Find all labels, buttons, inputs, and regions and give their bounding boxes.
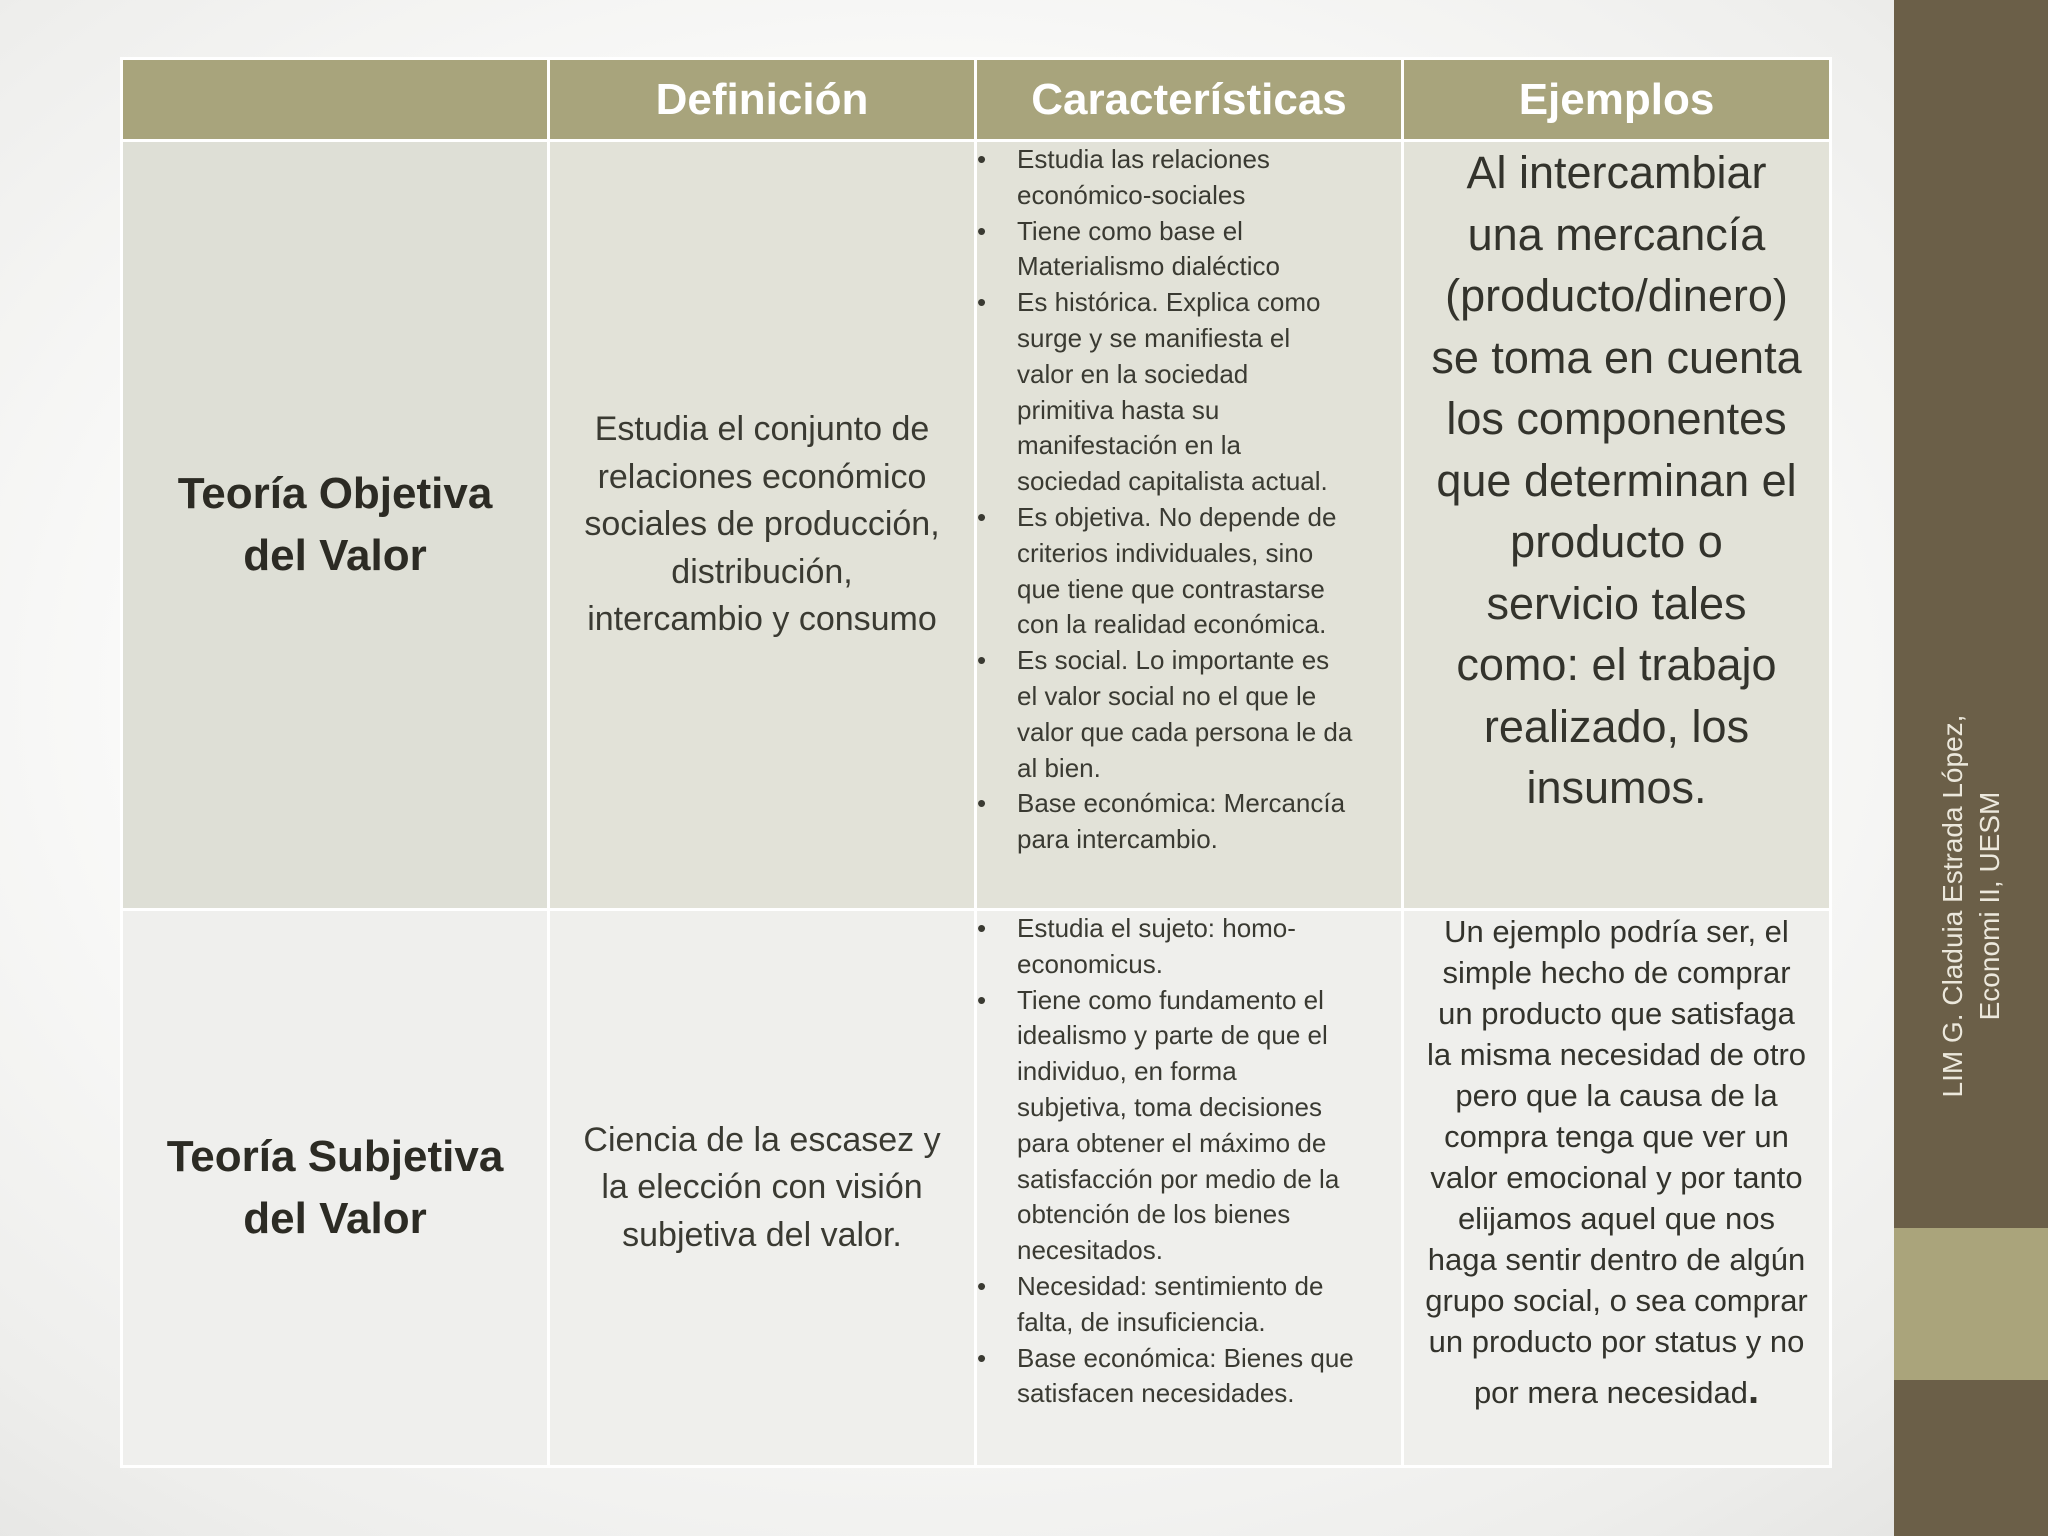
characteristic-item xyxy=(977,643,1401,786)
characteristic-line: surge y se manifiesta el xyxy=(1017,322,1291,353)
author-line-1: LIM G. Claduia Estrada López, xyxy=(1937,714,1968,1098)
example-line: la misma necesidad de otro xyxy=(1426,1037,1807,1072)
characteristic-line: para intercambio. xyxy=(1017,824,1218,855)
header-ejemplos: Ejemplos xyxy=(1403,59,1831,141)
characteristic-line: que tiene que contrastarse xyxy=(1017,573,1325,604)
characteristic-line: • Es histórica. Explica como xyxy=(1017,287,1321,318)
example-last-line xyxy=(1404,1362,1829,1421)
characteristic-line: valor que cada persona le da xyxy=(1017,716,1353,747)
characteristic-line: al bien. xyxy=(1017,752,1101,783)
example-cell xyxy=(1403,910,1831,1467)
characteristic-item xyxy=(977,214,1401,286)
characteristic-line: satisfacen necesidades. xyxy=(1017,1378,1295,1409)
characteristic-line: sociedad capitalista actual. xyxy=(1017,466,1328,497)
header-row xyxy=(122,59,1831,141)
example-line: (producto/dinero) xyxy=(1445,270,1788,321)
definition-line: intercambio y consumo xyxy=(587,600,937,639)
row-title-line: del Valor xyxy=(243,531,427,580)
header-definicion: Definición xyxy=(549,59,976,141)
row-teoria-subjetiva xyxy=(122,910,1831,1467)
example-line: un producto por status y no xyxy=(1428,1324,1805,1359)
example-line: elijamos aquel que nos xyxy=(1457,1201,1776,1236)
characteristic-line: Materialismo dialéctico xyxy=(1017,251,1280,282)
definition-line: subjetiva del valor. xyxy=(622,1215,902,1254)
characteristic-item xyxy=(977,786,1401,858)
definition-line: la elección con visión xyxy=(601,1168,923,1207)
author-credit xyxy=(1934,626,2008,1186)
row-title xyxy=(122,910,549,1467)
row-title-line: Teoría Subjetiva xyxy=(166,1132,504,1181)
characteristic-line: falta, de insuficiencia. xyxy=(1017,1306,1266,1337)
characteristic-line: • Necesidad: sentimiento de xyxy=(1017,1270,1324,1301)
characteristic-line: • Estudia el sujeto: homo- xyxy=(1017,913,1296,943)
example-line: se toma en cuenta xyxy=(1431,331,1802,383)
definition-cell xyxy=(549,141,976,910)
characteristic-line: satisfacción por medio de la xyxy=(1017,1163,1340,1194)
characteristic-line: • Tiene como fundamento el xyxy=(1017,984,1324,1015)
example-last-text: por mera necesidad xyxy=(1473,1375,1748,1410)
header-caracteristicas: Características xyxy=(976,59,1403,141)
definition-line: distribución, xyxy=(671,552,853,591)
characteristic-line: primitiva hasta su xyxy=(1017,394,1220,425)
example-last-punct: . xyxy=(1747,1368,1760,1412)
characteristic-line: el valor social no el que le xyxy=(1017,680,1317,711)
example-line: Un ejemplo podría ser, el xyxy=(1444,914,1789,949)
characteristic-line: • Base económica: Mercancía xyxy=(1017,788,1346,819)
definition-line: Estudia el conjunto de xyxy=(594,410,930,449)
example-line: realizado, los xyxy=(1483,700,1750,752)
characteristic-line: valor en la sociedad xyxy=(1017,358,1249,389)
characteristic-line: economicus. xyxy=(1017,948,1163,979)
example-line: Al intercambiar xyxy=(1466,147,1767,198)
characteristics-list xyxy=(977,142,1401,858)
characteristic-item xyxy=(977,142,1401,214)
author-line-2: Economi II, UESM xyxy=(1974,791,2005,1021)
characteristic-line: individuo, en forma xyxy=(1017,1056,1237,1087)
characteristic-item xyxy=(977,911,1401,983)
example-cell xyxy=(1403,141,1831,910)
example-line: los componentes xyxy=(1446,393,1787,444)
characteristic-line: • Es social. Lo importante es xyxy=(1017,645,1330,676)
example-line: grupo social, o sea comprar xyxy=(1425,1283,1808,1318)
example-line: insumos. xyxy=(1526,762,1707,813)
comparison-table xyxy=(120,57,1832,1468)
example-line: que determinan el xyxy=(1436,454,1797,506)
example-line: un producto que satisfaga xyxy=(1438,996,1795,1031)
characteristic-item xyxy=(977,983,1401,1269)
row-teoria-objetiva xyxy=(122,141,1831,910)
characteristics-list xyxy=(977,911,1401,1412)
example-line: pero que la causa de la xyxy=(1455,1078,1778,1113)
definition-line: sociales de producción, xyxy=(584,505,940,544)
example-line: producto o xyxy=(1510,516,1723,567)
definition-cell xyxy=(549,910,976,1467)
example-line: haga sentir dentro de algún xyxy=(1427,1242,1806,1277)
example-line: valor emocional y por tanto xyxy=(1430,1160,1803,1195)
row-title-line: Teoría Objetiva xyxy=(177,469,493,518)
characteristic-line: idealismo y parte de que el xyxy=(1017,1020,1328,1051)
example-line: servicio tales xyxy=(1486,577,1747,629)
characteristic-line: económico-sociales xyxy=(1017,179,1246,210)
characteristic-line: • Base económica: Bienes que xyxy=(1017,1342,1354,1373)
characteristic-item xyxy=(977,500,1401,643)
characteristic-line: • Estudia las relaciones xyxy=(1017,144,1270,174)
characteristic-line: necesitados. xyxy=(1017,1235,1163,1266)
characteristic-line: obtención de los bienes xyxy=(1017,1199,1291,1230)
characteristic-line: • Es objetiva. No depende de xyxy=(1017,501,1337,532)
row-title xyxy=(122,141,549,910)
definition-line: Ciencia de la escasez y xyxy=(583,1120,941,1159)
characteristics-cell xyxy=(976,910,1403,1467)
characteristic-line: para obtener el máximo de xyxy=(1017,1127,1327,1158)
characteristic-line: • Tiene como base el xyxy=(1017,215,1243,246)
characteristic-line: subjetiva, toma decisiones xyxy=(1017,1091,1322,1122)
example-line: una mercancía xyxy=(1467,208,1766,260)
example-line: simple hecho de comprar xyxy=(1442,955,1791,990)
characteristic-item xyxy=(977,285,1401,500)
characteristic-line: con la realidad económica. xyxy=(1017,609,1327,640)
characteristic-item xyxy=(977,1269,1401,1341)
example-line: como: el trabajo xyxy=(1456,639,1777,690)
characteristic-item xyxy=(977,1341,1401,1413)
header-empty xyxy=(122,59,549,141)
characteristic-line: criterios individuales, sino xyxy=(1017,537,1314,568)
side-accent-block xyxy=(1894,1228,2048,1380)
row-title-line: del Valor xyxy=(243,1194,427,1243)
definition-line: relaciones económico xyxy=(597,457,927,496)
characteristics-cell xyxy=(976,141,1403,910)
characteristic-line: manifestación en la xyxy=(1017,430,1242,461)
example-line: compra tenga que ver un xyxy=(1444,1119,1789,1154)
